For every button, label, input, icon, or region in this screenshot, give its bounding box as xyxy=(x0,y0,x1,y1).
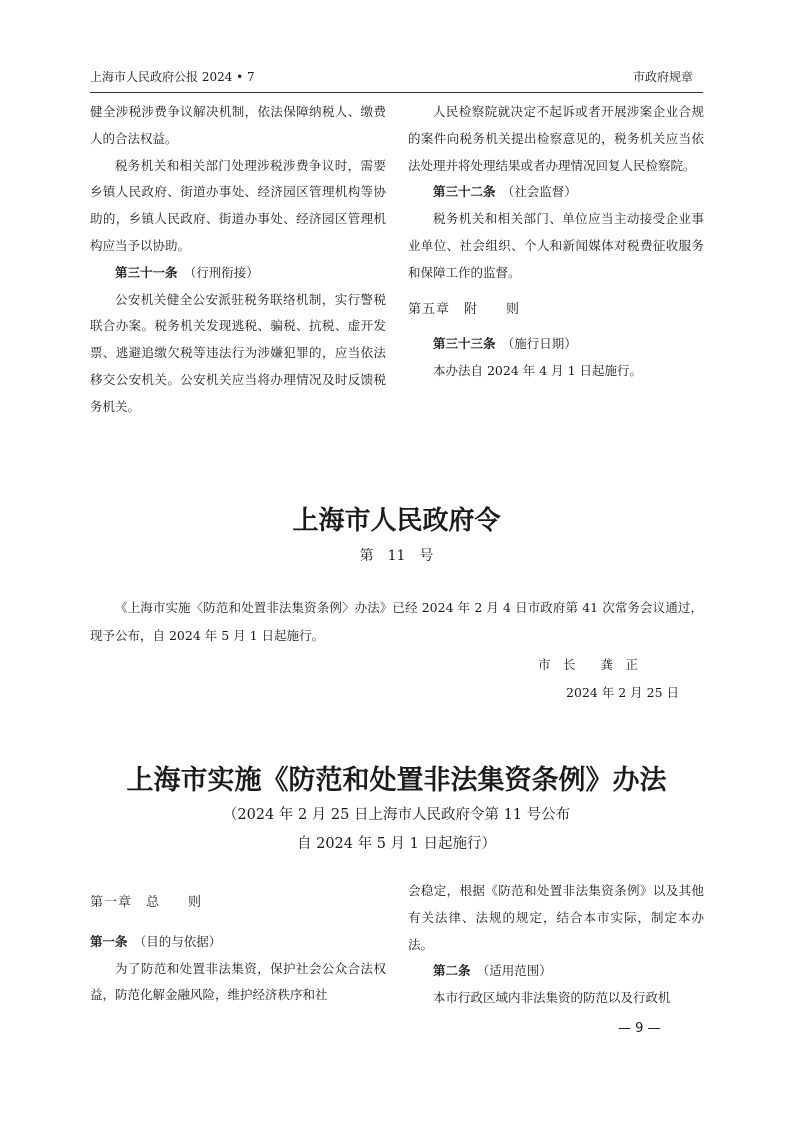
article-topic: （行刑衔接） xyxy=(190,264,259,280)
column-bottom-right xyxy=(408,878,704,1012)
article-heading-1 xyxy=(90,929,386,956)
order-date: 2024 年 2 月 25 日 xyxy=(566,685,680,700)
article-topic: （社会监督） xyxy=(508,184,577,200)
paragraph: 本市行政区域内非法集资的防范以及行政机 xyxy=(433,990,671,1006)
paragraph: 会稳定，根据《防范和处置非法集资条例》以及其他有关法律、法规的规定，结合本市实际，制定本办法。 xyxy=(408,883,704,952)
article-topic: （适用范围） xyxy=(483,963,552,979)
law-title: 上海市实施《防范和处置非法集资条例》办法 xyxy=(126,765,667,796)
article-heading-32 xyxy=(408,179,704,206)
paragraph: 人民检察院就决定不起诉或者开展涉案企业合规的案件向税务机关提出检察意见的，税务机关应当依法处理并将处理结果或者办理情况回复人民检察院。 xyxy=(408,104,704,173)
column-top-left xyxy=(90,99,386,421)
order-number: 第 11 号 xyxy=(359,548,434,564)
order-body xyxy=(90,594,703,650)
article-label: 第三十二条 xyxy=(433,184,496,200)
article-topic: （目的与依据） xyxy=(140,933,222,949)
paragraph: 为了防范和处置非法集资，保护社会公众合法权益，防范化解金融风险，维护经济秩序和社 xyxy=(90,960,386,1003)
law-subtitle-line1: （2024 年 2 月 25 日上海市人民政府令第 11 号公布 xyxy=(222,807,571,823)
paragraph: 本办法自 2024 年 4 月 1 日起施行。 xyxy=(433,363,643,379)
chapter-heading-5: 第五章 附 则 xyxy=(408,301,521,317)
article-topic: （施行日期） xyxy=(508,336,577,352)
header-section: 市政府规章 xyxy=(633,70,694,84)
header-publication: 上海市人民政府公报 2024 • 7 xyxy=(90,70,255,84)
paragraph: 健全涉税涉费争议解决机制，依法保障纳税人、缴费人的合法权益。 xyxy=(90,104,386,146)
law-subtitle-line2: 自 2024 年 5 月 1 日起施行） xyxy=(296,836,496,852)
article-label: 第二条 xyxy=(433,963,471,979)
article-label: 第一条 xyxy=(90,933,128,949)
header-rule xyxy=(90,92,703,93)
column-bottom-left xyxy=(90,878,386,1009)
column-top-right xyxy=(408,99,704,385)
paragraph: 公安机关健全公安派驻税务联络机制，实行警税联合办案。税务机关发现逃税、骗税、抗税、虚开发票、逃避追缴欠税等违法行为涉嫌犯罪的，应当依法移交公安机关。公安机关应当将办理情况及时反馈税务机关。 xyxy=(90,291,386,414)
article-heading-33 xyxy=(408,331,704,358)
page-number: — 9 — xyxy=(618,1021,661,1036)
article-label: 第三十三条 xyxy=(433,336,496,352)
article-heading-31 xyxy=(90,260,386,287)
paragraph: 税务机关和相关部门、单位应当主动接受企业事业单位、社会组织、个人和新闻媒体对税费征收服务和保障工作的监督。 xyxy=(408,211,704,280)
article-heading-2 xyxy=(408,958,704,985)
order-signer: 市 长 龚 正 xyxy=(538,657,639,672)
order-text: 《上海市实施〈防范和处置非法集资条例〉办法》已经 2024 年 2 月 4 日市政府第 41 次常务会议通过，现予公布，自 2024 年 5 月 1 日起施行。 xyxy=(90,600,703,643)
article-label: 第三十一条 xyxy=(115,264,178,280)
chapter-heading-1: 第一章 总 则 xyxy=(90,895,203,910)
order-title: 上海市人民政府令 xyxy=(292,506,501,536)
paragraph: 税务机关和相关部门处理涉税涉费争议时，需要乡镇人民政府、街道办事处、经济园区管理机构等协助的，乡镇人民政府、街道办事处、经济园区管理机构应当予以协助。 xyxy=(90,157,386,253)
